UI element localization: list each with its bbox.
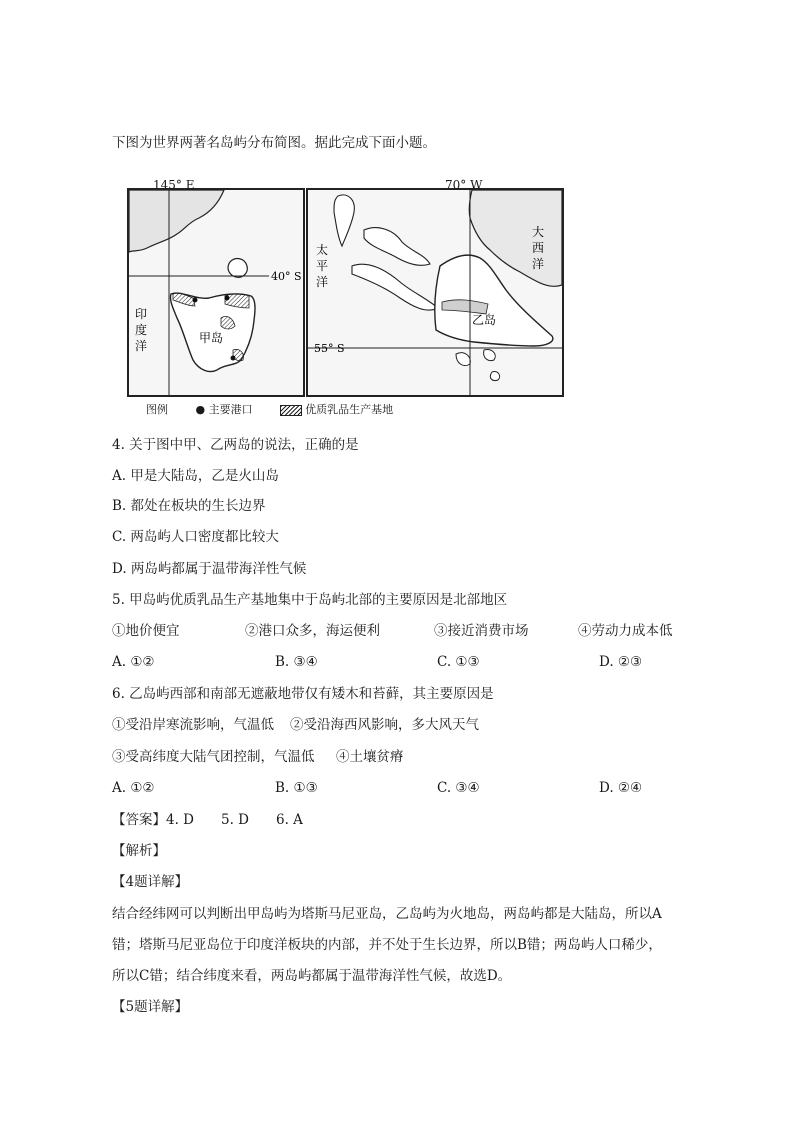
pacific-label-1: 太 <box>316 243 329 257</box>
islet <box>490 372 499 381</box>
port-dot <box>193 298 198 303</box>
map-tierra-del-fuego <box>306 188 564 397</box>
detail-4-line-3: 所以C错；结合纬度来看，两岛屿都属于温带海洋性气候，故选D。 <box>112 968 512 984</box>
island-yi-label: 乙岛 <box>472 313 497 327</box>
option-d: D. ②③ <box>599 654 643 670</box>
detail-4-line-2: 错；塔斯马尼亚岛位于印度洋板块的内部，并不处于生长边界，所以B错；两岛屿人口稀少， <box>112 937 662 953</box>
island-jia-label: 甲岛 <box>199 331 224 345</box>
question-6-stem: 6. 乙岛屿西部和南部无遮蔽地带仅有矮木和苔藓，其主要原因是 <box>112 686 494 702</box>
pacific-label-3: 洋 <box>316 275 329 289</box>
detail-4-title: 【4题详解】 <box>112 874 189 890</box>
left-lon-label: 145° E <box>153 178 195 192</box>
legend-title: 图例 <box>146 403 168 416</box>
port-dot <box>225 296 230 301</box>
option-c: C. ①③ <box>437 654 480 670</box>
statement: ①受沿岸寒流影响，气温低 <box>112 717 274 733</box>
islet <box>456 353 470 366</box>
small-island <box>228 259 247 278</box>
island-fragment <box>352 264 438 310</box>
statement: ②受沿海西风影响，多大风天气 <box>290 717 479 733</box>
statement: ②港口众多，海运便利 <box>245 623 380 639</box>
pacific-label-2: 平 <box>316 259 329 273</box>
analysis-title: 【解析】 <box>112 843 166 859</box>
answer-line: 【答案】4. D 5. D 6. A <box>112 812 303 828</box>
port-dot <box>231 356 236 361</box>
map-tasmania <box>127 188 305 397</box>
statement: ①地价便宜 <box>112 623 180 639</box>
option-a: A. ①② <box>112 780 155 796</box>
island-fragment <box>334 195 354 246</box>
right-lon-label: 70° W <box>445 178 483 192</box>
option-d: D. ②④ <box>599 780 643 796</box>
intro-text: 下图为世界两著名岛屿分布简图。据此完成下面小题。 <box>112 135 436 151</box>
legend-port-label: 主要港口 <box>208 403 253 416</box>
statement: ③接近消费市场 <box>434 623 529 639</box>
ocean-label-3: 洋 <box>135 339 148 353</box>
mainland-coast <box>129 190 224 252</box>
question-4-option-b: B. 都处在板块的生长边界 <box>112 498 266 514</box>
question-4-option-a: A. 甲是大陆岛，乙是火山岛 <box>112 468 279 484</box>
statement: ④劳动力成本低 <box>578 623 673 639</box>
atlantic-label-2: 西 <box>532 241 545 255</box>
atlantic-label-3: 洋 <box>532 257 545 271</box>
statement: ④土壤贫瘠 <box>336 749 404 765</box>
lat-label: 40° S <box>271 270 302 283</box>
option-b: B. ①③ <box>275 780 318 796</box>
detail-5-title: 【5题详解】 <box>112 999 189 1015</box>
legend-port: ● 主要港口 <box>195 403 253 416</box>
statement: ③受高纬度大陆气团控制，气温低 <box>112 749 315 765</box>
option-a: A. ①② <box>112 654 155 670</box>
legend <box>146 401 393 417</box>
option-c: C. ③④ <box>437 780 480 796</box>
ocean-label-1: 印 <box>135 307 148 321</box>
question-4-option-c: C. 两岛屿人口密度都比较大 <box>112 529 279 545</box>
islet <box>484 350 496 361</box>
hatch-swatch <box>280 405 302 416</box>
legend-dairy <box>280 403 393 416</box>
option-b: B. ③④ <box>275 654 318 670</box>
island-fragment <box>364 228 430 266</box>
atlantic-label-1: 大 <box>532 225 545 239</box>
question-4-stem: 4. 关于图中甲、乙两岛的说法，正确的是 <box>112 437 359 453</box>
map-tierra-del-fuego-figure <box>308 190 562 395</box>
detail-4-line-1: 结合经纬网可以判断出甲岛屿为塔斯马尼亚岛，乙岛屿为火地岛，两岛屿都是大陆岛，所以A <box>112 906 662 922</box>
map-tasmania-figure <box>129 190 303 395</box>
lat-label: 55° S <box>314 342 345 355</box>
question-5-stem: 5. 甲岛屿优质乳品生产基地集中于岛屿北部的主要原因是北部地区 <box>112 592 508 608</box>
question-4-option-d: D. 两岛屿都属于温带海洋性气候 <box>112 561 307 577</box>
ocean-label-2: 度 <box>135 323 148 337</box>
legend-dairy-label: 优质乳品生产基地 <box>305 403 394 416</box>
